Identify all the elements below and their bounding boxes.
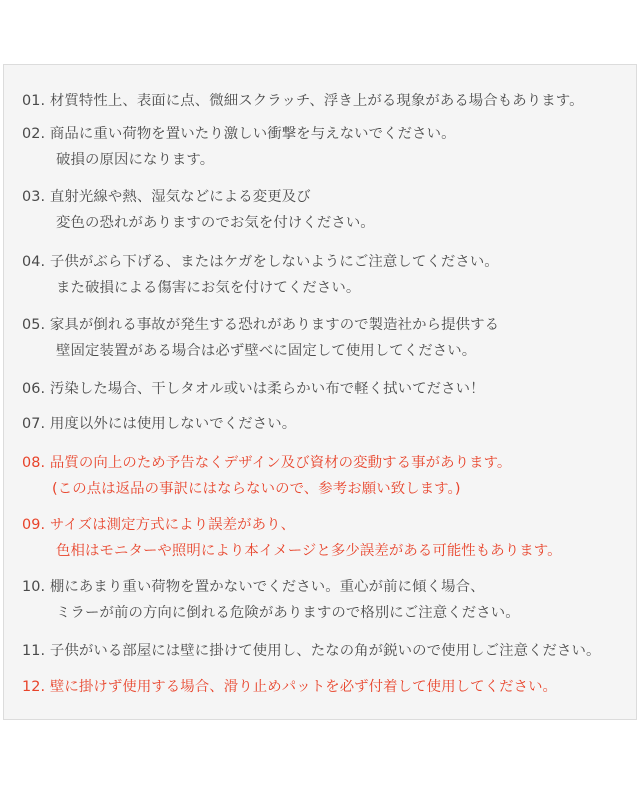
notice-text: 棚にあまり重い荷物を置かないでください。重心が前に傾く場合、 [49,579,485,595]
notice-item-04 [22,249,632,301]
notice-text: 商品に重い荷物を置いたり激しい衝撃を与えないでください。 [49,126,456,142]
notice-number: 08. [22,455,46,471]
notice-text: 子供がいる部屋には壁に掛けて使用し、たなの角が鋭いので使用しご注意ください。 [49,643,601,659]
notice-number: 03. [22,189,46,205]
notice-text: 壁に掛けず使用する場合、滑り止めパットを必ず付着して使用してください。 [49,679,558,695]
notice-text: 直射光線や熱、湿気などによる変更及び [49,189,311,205]
notice-item-01 [22,88,632,114]
notice-text-continued: 壁固定装置がある場合は必ず壁べに固定して使用してください。 [56,343,477,359]
notice-item-11 [22,638,632,664]
notice-text-continued: 破損の原因になります。 [56,152,215,168]
notice-number: 01. [22,93,46,109]
notice-number: 02. [22,126,46,142]
notice-number: 09. [22,517,46,533]
notice-item-06 [22,376,632,402]
notice-number: 12. [22,679,46,695]
notice-text: 材質特性上、表面に点、微細スクラッチ、浮き上がる現象がある場合もあります。 [49,93,584,109]
notice-text: 品質の向上のため予告なくデザイン及び資材の変動する事があります。 [49,455,512,471]
notice-number: 05. [22,317,46,333]
notice-text: 汚染した場合、干しタオル或いは柔らかい布で軽く拭いてださい！ [49,381,485,397]
notice-text: サイズは測定方式により誤差があり、 [49,517,296,533]
notice-item-12 [22,674,632,700]
notice-number: 07. [22,416,46,432]
notice-text: 用度以外には使用しないでください。 [49,416,297,432]
notice-item-02 [22,121,632,173]
notice-item-08 [22,450,632,502]
notice-text-continued: 変色の恐れがありますのでお気を付けください。 [56,215,375,231]
notice-text-continued: ミラーが前の方向に倒れる危険がありますので格別にご注意ください。 [56,605,520,621]
notice-number: 11. [22,643,46,659]
notice-panel [3,64,637,720]
notice-item-03 [22,184,632,236]
notice-item-09 [22,512,632,564]
notice-item-07 [22,411,632,437]
notice-text: 子供がぶら下げる、またはケガをしないようにご注意してください。 [49,254,499,270]
notice-number: 04. [22,254,46,270]
notice-item-05 [22,312,632,364]
notice-number: 10. [22,579,46,595]
notice-text-continued: (この点は返品の事訳にはならないので、参考お願い致します。) [52,481,461,497]
notice-text: 家具が倒れる事故が発生する恐れがありますので製造社から提供する [49,317,500,333]
notice-item-10 [22,574,632,626]
notice-text-continued: また破損による傷害にお気を付けてください。 [56,280,361,296]
notice-number: 06. [22,381,46,397]
notice-text-continued: 色相はモニターや照明により本イメージと多少誤差がある可能性もあります。 [56,543,562,559]
